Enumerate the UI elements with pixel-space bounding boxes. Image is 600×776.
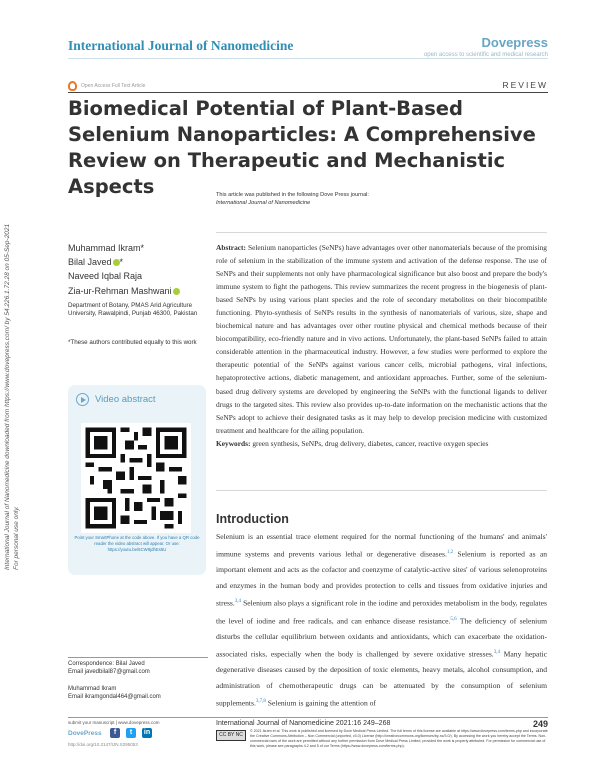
open-access-label: Open Access Full Text Article xyxy=(81,83,146,89)
license-text: © 2021 Ikram et al. This work is published and licensed by Dove Medical Press Limited. The full terms of this license are available at https://www.dovepress.com/terms.php and incorporate the Creative Commons Attribution – Non Commercial (unported, v3.0) License (http://creativecommons.org/licenses/by-nc/3.0/). By accessing the work you hereby accept the Terms. Non-commercial uses of the work are permitted without any further permission from Dove Medical Press Limited, provided the work is properly attributed. For permission for commercial use of this work, please see paragraphs 4.2 and 5 of our Terms (https://www.dovepress.com/terms.php). xyxy=(250,729,548,748)
abstract-text: Selenium nanoparticles (SeNPs) have advantages over other nanomaterials because of the promising role of selenium in the stabilization of the immune system and activation of the defense response. The use of SeNPs and their supplements not only have pharmacological significance but also boost and prepare the body's immune system to fight the pathogens. This review summarizes the recent progress in the biogenesis of plant-based SeNPs by using various plant species and the role of secondary metabolites on their biocompatible functioning. Phyto-synthesis of SeNPs results in the synthesis of nanomaterials of various, size, shape and biochemical nature and has advantages over other routine physical and chemical methods because of their biocompatibility, eco-friendly nature and in vivo actions. Unfortunately, the plant-based SeNPs failed to attain considerable attention in the pharmaceutical industry. However, a few studies were performed to explore the therapeutic potential of the SeNPs against various cancer cells, microbial pathogens, viral infections, hepatoprotective actions, diabetic management, and antioxidant approaches. Further, some of the selenium-based drug delivery systems are developed by engineering the SeNPs with the functional ligands to deliver drugs to the targeted sites. This review also provides up-to-date information on the mechanistic actions that the SeNPs adopt to achieve their designated tasks as it may help to develop precision medicine with customized treatment and healthcare for the ailing population. xyxy=(216,243,547,435)
play-icon[interactable] xyxy=(76,393,89,406)
correspondence-name-1: Correspondence: Bilal Javed xyxy=(68,661,145,667)
author-1: Muhammad Ikram* xyxy=(68,243,145,253)
video-abstract-box[interactable] xyxy=(68,385,206,575)
introduction-heading: Introduction xyxy=(216,512,289,526)
linkedin-icon[interactable]: in xyxy=(143,729,151,736)
citation[interactable]: 3,4 xyxy=(493,649,500,655)
publisher-name: Dovepress xyxy=(481,35,548,50)
title-divider xyxy=(68,92,548,93)
footer-divider xyxy=(68,717,548,718)
correspondence-name-2: Muhammad Ikram xyxy=(68,685,117,692)
orcid-icon[interactable] xyxy=(173,288,180,295)
correspondence-email-1[interactable]: Email javedbilal87@gmail.com xyxy=(68,669,150,676)
citation[interactable]: 1,2 xyxy=(446,549,454,555)
citation[interactable]: 3,4 xyxy=(234,599,242,605)
abstract xyxy=(216,241,547,450)
lock-icon xyxy=(68,81,77,91)
abstract-bottom-divider xyxy=(216,490,547,491)
orcid-icon[interactable] xyxy=(113,259,120,266)
footer-citation: International Journal of Nanomedicine 2021:16 249–268 xyxy=(216,720,391,727)
submit-manuscript-link[interactable]: submit your manuscript | www.dovepress.com xyxy=(68,720,160,725)
watermark-line2: For personal use only. xyxy=(13,506,20,570)
twitter-icon[interactable]: t xyxy=(126,728,136,738)
social-links xyxy=(110,728,152,738)
keywords-text: green synthesis, SeNPs, drug delivery, diabetes, cancer, reactive oxygen species xyxy=(252,438,489,448)
qr-code[interactable] xyxy=(81,423,191,533)
facebook-icon[interactable]: f xyxy=(110,728,120,738)
citation[interactable]: 3,7,8 xyxy=(255,699,266,705)
publisher-tagline: open access to scientific and medical research xyxy=(423,52,548,58)
download-watermark xyxy=(3,150,35,570)
author-4: Zia-ur-Rehman Mashwani xyxy=(68,284,180,298)
dovepress-logo[interactable]: DovePress xyxy=(68,730,102,737)
abstract-top-divider xyxy=(216,232,547,233)
citation[interactable]: 5,6 xyxy=(450,616,457,622)
video-abstract-caption[interactable]: Point your SmartPhone at the code above. If you have a QR code reader the video abstract will appear. Or use: https://youtu.be/5CW9jdhEs5U xyxy=(74,535,200,552)
publication-note xyxy=(216,191,369,207)
correspondence-divider xyxy=(68,657,208,658)
video-abstract-header[interactable] xyxy=(76,393,156,406)
keywords xyxy=(216,437,547,450)
author-2: Bilal Javed * xyxy=(68,257,124,268)
correspondence xyxy=(68,660,208,702)
video-abstract-label: Video abstract xyxy=(95,394,156,405)
abstract-body xyxy=(216,241,547,437)
article-title: Biomedical Potential of Plant-Based Selenium Nanoparticles: A Comprehensive Review on Therapeutic and Mechanistic Aspects xyxy=(68,97,536,198)
watermark-line1: International Journal of Nanomedicine downloaded from https://www.dovepress.com/ by 54.226.1.72.28 on 05-Sep-2021 xyxy=(4,223,11,570)
abstract-label: Abstract: xyxy=(216,243,246,252)
author-list xyxy=(68,241,180,298)
correspondence-email-2[interactable]: Email ikramgondal464@gmail.com xyxy=(68,694,161,701)
publisher-logo[interactable] xyxy=(424,35,548,58)
introduction-text: Selenium is an essential trace element required for the normal functioning of the humans' and animals' immune systems and prevents various lethal or degenerative diseases.$^{1,2}$ Selenium is reported as an important element and acts as the cofactor and coenzyme of catalytic-active sites' of various selenoproteins and enzymes in the human body and provides protection to cells and tissues from oxidative injuries and stress.$^{3,4}$ Selenium also plays a significant role in the iodine and peroxides metabolism in the body, regulates the level of iodine and free radicals, and can enhance disease resistance.$^{5,6}$ The deficiency of selenium disturbs the cellular equilibrium between oxidants and antioxidants, which can exacerbate the oxidation-associated risks, especially when the body is challenged by severe oxidative stresses.$^{3,4}$ Many hepatic degenerative diseases caused by the deposition of toxic elements, heavy metals, alcohol consumption, and administration of chemotherapeutic drugs can be attenuated by the consumption of selenium supplements.$^{3,7,8}$ Selenium is gaining the attention of xyxy=(216,532,547,708)
cc-license-badge[interactable]: CC BY NC xyxy=(216,730,246,741)
keywords-label: Keywords: xyxy=(216,438,251,448)
equal-contribution-note: *These authors contributed equally to this work xyxy=(68,339,197,346)
publication-note-line1: This article was published in the following Dove Press journal: xyxy=(216,192,369,198)
affiliation: Department of Botany, PMAS Arid Agriculture University, Rawalpindi, Punjab 46300, Pakistan xyxy=(68,302,198,318)
doi-link[interactable]: http://doi.org/10.2147/IJN.S295053 xyxy=(68,742,138,747)
header-divider xyxy=(68,58,548,59)
open-access-badge xyxy=(68,81,145,91)
journal-title: International Journal of Nanomedicine xyxy=(68,38,294,53)
author-3: Naveed Iqbal Raja xyxy=(68,271,143,282)
publication-note-journal[interactable]: International Journal of Nanomedicine xyxy=(216,200,311,206)
page-number: 249 xyxy=(532,719,548,729)
article-type: REVIEW xyxy=(502,80,548,90)
